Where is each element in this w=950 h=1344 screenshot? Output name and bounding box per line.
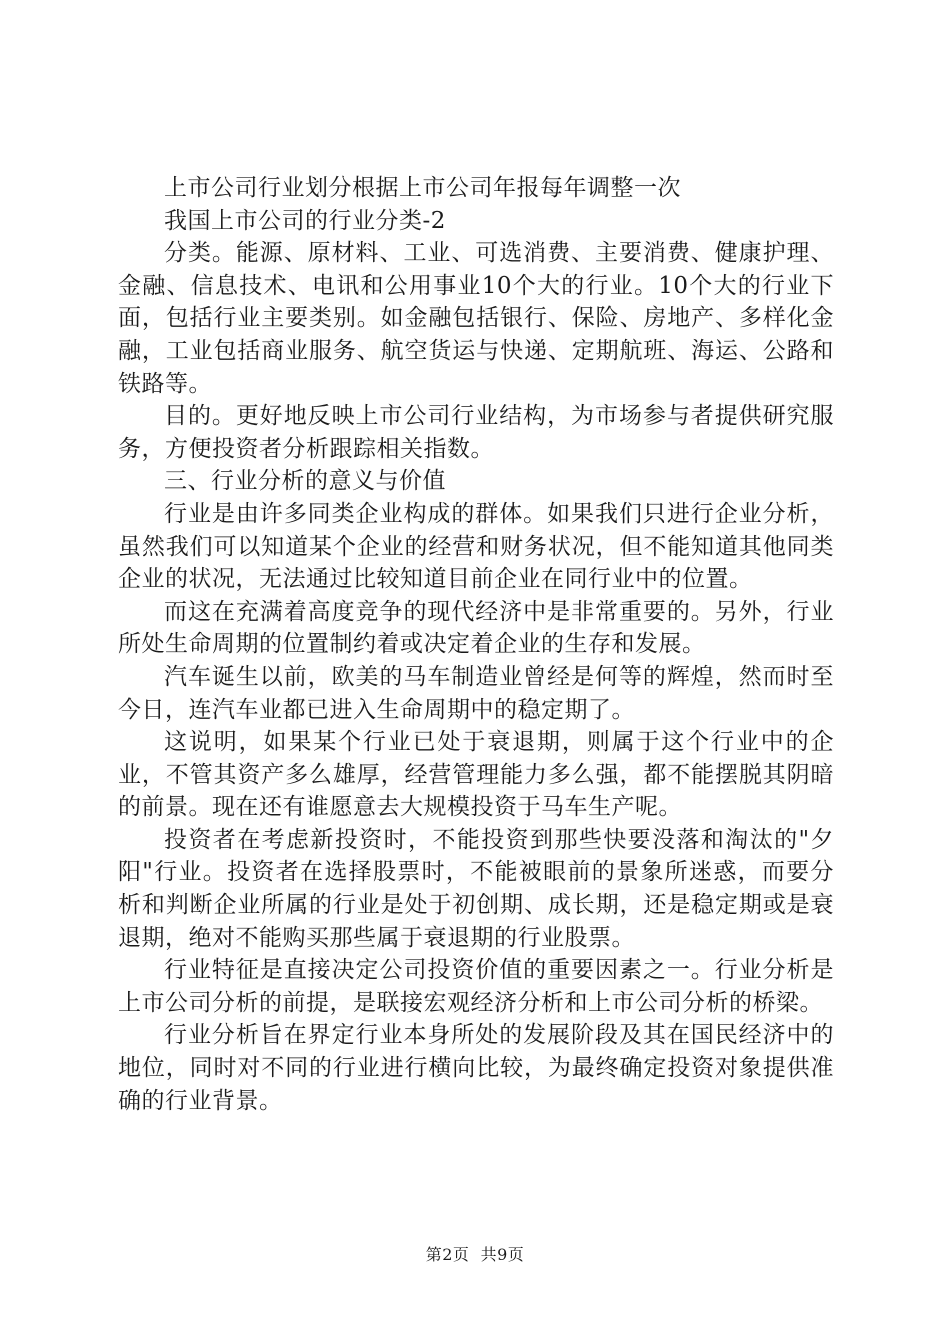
document-body: [118, 172, 834, 1117]
paragraph-decline: 这说明，如果某个行业已处于衰退期，则属于这个行业中的企业，不管其资产多么雄厚，经营管理能力多么强，都不能摆脱其阴暗的前景。现在还有谁愿意去大规模投资于马车生产呢。: [118, 729, 834, 821]
paragraph-industry-analysis: 行业分析旨在界定行业本身所处的发展阶段及其在国民经济中的地位，同时对不同的行业进行横向比较，为最终确定投资对象提供准确的行业背景。: [118, 1022, 834, 1114]
paragraph-investor: 投资者在考虑新投资时，不能投资到那些快要没落和淘汰的"夕阳"行业。投资者在选择股票时，不能被眼前的景象所迷惑，而要分析和判断企业所属的行业是处于初创期、成长期，还是稳定期或是衰退期，绝对不能购买那些属于衰退期的行业股票。: [118, 826, 834, 951]
paragraph-competition: 而这在充满着高度竞争的现代经济中是非常重要的。另外，行业所处生命周期的位置制约着或决定着企业的生存和发展。: [118, 598, 834, 658]
page-number: 第2页: [425, 1245, 470, 1264]
paragraph-industry-definition: 行业是由许多同类企业构成的群体。如果我们只进行企业分析，虽然我们可以知道某个企业的经营和财务状况，但不能知道其他同类企业的状况，无法通过比较知道目前企业在同行业中的位置。: [118, 500, 834, 593]
paragraph-subtitle: 我国上市公司的行业分类-2: [164, 207, 446, 234]
paragraph-carriage-example: 汽车诞生以前，欧美的马车制造业曾经是何等的辉煌，然而时至今日，连汽车业都已进入生命周期中的稳定期了。: [118, 663, 834, 723]
paragraph-title: 上市公司行业划分根据上市公司年报每年调整一次: [164, 175, 681, 201]
section-heading: 三、行业分析的意义与价值: [164, 468, 446, 495]
page-total: 共9页: [480, 1245, 525, 1264]
paragraph-classification: 分类。能源、原材料、工业、可选消费、主要消费、健康护理、金融、信息技术、电讯和公用事业10个大的行业。10个大的行业下面，包括行业主要类别。如金融包括银行、保险、房地产、多样化金融，工业包括商业服务、航空货运与快递、定期航班、海运、公路和铁路等。: [118, 240, 834, 397]
paragraph-industry-features: 行业特征是直接决定公司投资价值的重要因素之一。行业分析是上市公司分析的前提，是联接宏观经济分析和上市公司分析的桥梁。: [118, 957, 834, 1016]
page-footer: [0, 1242, 950, 1265]
paragraph-purpose: 目的。更好地反映上市公司行业结构，为市场参与者提供研究服务，方便投资者分析跟踪相关指数。: [118, 403, 834, 462]
